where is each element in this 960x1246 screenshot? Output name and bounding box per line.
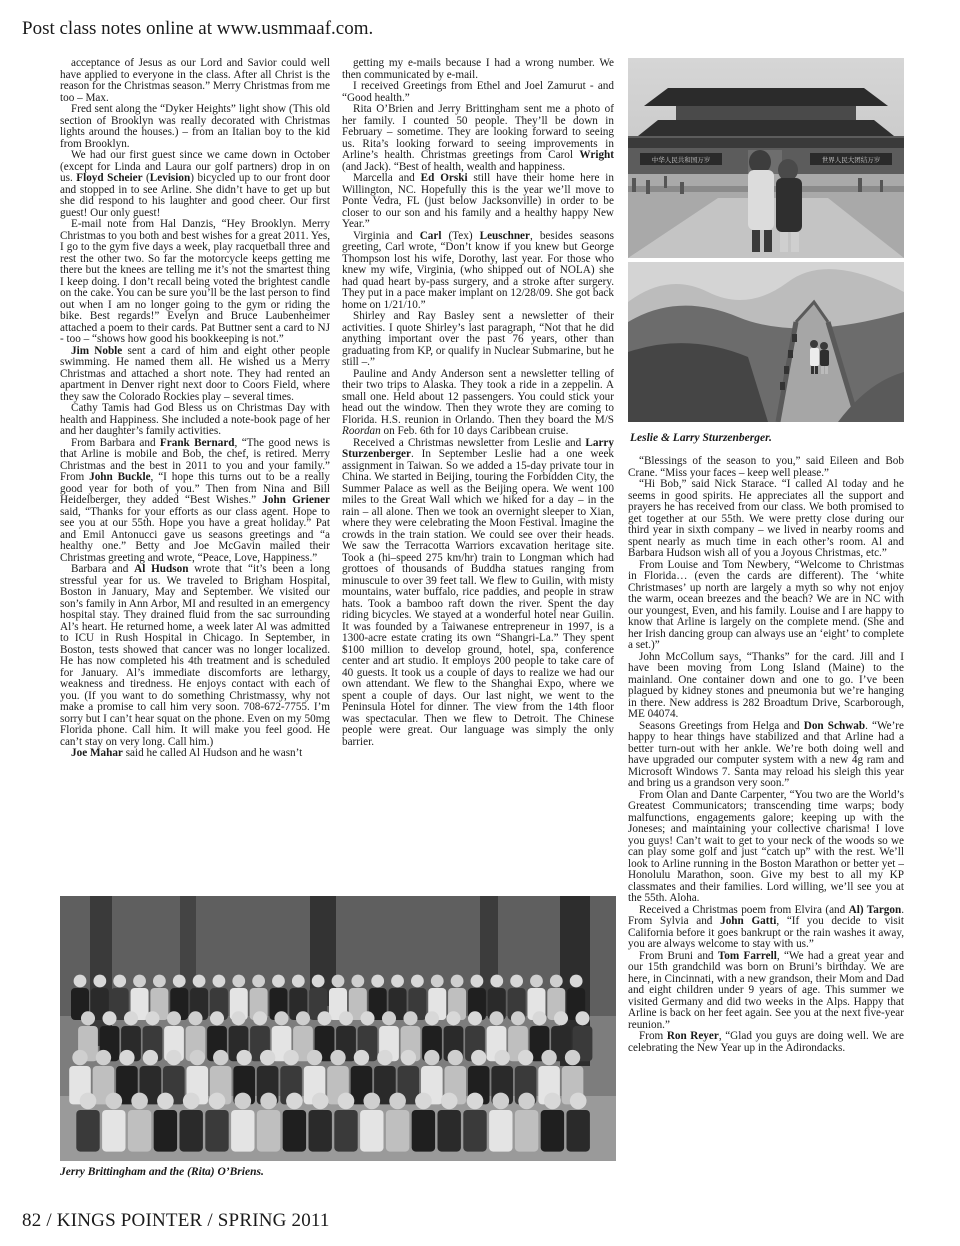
person-head — [570, 1093, 587, 1110]
paragraph — [342, 369, 614, 438]
text-run: ) bicycled up to our front door and stopped in to see Arline. She didn’t have to get up but she did respond to his laughter and good cheer. Our first guest! Our only guest! — [60, 172, 330, 219]
column-2 — [342, 58, 614, 876]
text-run: “Blessings of the season to you,” said Eileen and Bob Crane. “Miss your faces – keep well please.” — [628, 456, 904, 479]
person-head — [389, 1093, 406, 1110]
text-run: , “I hope this turns out to be a really good year for both of you.” Then from Nina and Bill Heidelberger, they added “Best Wishes.” — [60, 471, 330, 506]
person-figure — [231, 1110, 254, 1152]
person-head — [411, 975, 424, 988]
person-figure — [360, 1110, 383, 1152]
paragraph — [60, 346, 330, 404]
text-run: (Tex) — [441, 229, 480, 242]
person-head — [143, 1050, 158, 1065]
text-run: Received a Christmas newsletter from Leslie and — [353, 436, 586, 449]
person-head — [403, 1011, 417, 1025]
paragraph — [342, 173, 614, 231]
person-figure — [386, 1110, 409, 1152]
person-head — [253, 1011, 267, 1025]
column-3 — [628, 456, 904, 1186]
text-run: . From Sylvia and — [628, 903, 904, 927]
person-head — [382, 1011, 396, 1025]
person-head — [360, 1011, 374, 1025]
person-head — [93, 975, 106, 988]
text-run: E-mail note from Hal Danzis, “Hey Brooklyn. Merry Christmas to you both and best wishes for a great 2011. Yes, I go to the gym five days a week, play racquetball three and rest the other two. So far the motorcycle keeps getting me there but the knees are telling me it’s not the smartest thing I keep doing. I don’t recall being voted the brightest candle on the cake. You can be sure you’ll be the last person to find out when I am no longer going to the gym or riding the bike. Best regards!” Evelyn and Bruce Laubenheimer attached a poem to their cards. Pat Buttner sent a card to NJ - too – “shows how good his bookkeeping is not.” — [60, 218, 330, 345]
person-head — [451, 975, 464, 988]
person-head — [81, 1011, 95, 1025]
person-head — [274, 1011, 288, 1025]
person-head — [260, 1093, 277, 1110]
text-run: . In September Leslie had a one week assignment in Taiwan. So we added a 15-day private tour in China. We started in Beijing, touring the Forbidden City, the Summer Palace as well as the Beijing opera. We went 100 miles to the Great Wall which we hiked for a day – in the rain – all alone. Then we took an overnight sleeper to Xian, where they were celebrating the Moon Festival. Imagine the crowds in the train station. We could see over their heads. We saw the Terracotta Warriors excavation heritage site. Took a (hi–speed 275 km/hr) train to Longman which had grottoes of thousands of Buddha statues ranging from minuscule to over 39 feet tall. We flew to Guilin, with misty mountains, water buffalo, rice paddies, and people in straw hats. Took a bamboo raft down the river. Spent the day riding bicycles. We stayed at a wonderful hotel near Guilin. It was founded by a Taiwanese entrepreneur in 1997, is a 1300-acre estate crating its own “Shangri-La.” They spent $100 million to develop ground, hotel, spa, conference center and art studio. It employs 200 people to take care of 40 guests. It took us a couple of days to realize we had our own attendant. We flew to the Shanghai Expo, where we spent a couple of days. Our last night, we went to the Peninsula Hotel for dinner. The view from the 14th floor was spectacular. Then we flew to Detroit. The Chinese people were great. Our language was simply the only barrier. — [342, 448, 614, 748]
paragraph — [60, 150, 330, 219]
photo-tiananmen — [628, 58, 904, 258]
paragraph — [342, 311, 614, 369]
paragraph — [628, 456, 904, 479]
person-figure — [541, 1110, 564, 1152]
text-run: (and Jack). “Best of health, wealth and happiness. — [342, 160, 566, 173]
text-run: From Olan and Dante Carpenter, “You two are the World’s Greatest Communicators; transcending time warps; body malfunctions, engagements galore; keeping up with the Joneses; and maintaining your collective charisma! I love you guys! Can’t wait to get to your neck of the woods so we can play some golf and just “catch up” with the rest. We’ll look to Arline running in the Boston Marathon or better yet – Honolulu Marathon, soon. Give my best to all my KP classmates and their families. Lord willing, we’ll see you at the 55th. Aloha. — [628, 788, 904, 904]
person-head — [183, 1093, 200, 1110]
column-1 — [60, 58, 330, 894]
person-head — [283, 1050, 298, 1065]
photo-family-group — [60, 896, 616, 1161]
person-name: Jim Noble — [71, 344, 123, 357]
person-figure — [128, 1110, 151, 1152]
text-run: Fred sent along the “Dyker Heights” light show (This old section of Brooklyn was really decorated with Christmas lights around the houses.) – from an Italian boy to the kid from Brooklyn. — [60, 103, 330, 150]
text-run: said, “Thanks for your efforts as our class agent. Hope to see you at our 55th. Hope you have a great holiday.” Pat and Emil Antonucci gave us seasons greetings and “a healthy one.” Betty and Joe McGavin mailed their Christmas greeting and wrote, “Peace, Love, Happiness.” — [60, 505, 330, 564]
page-footer: 82 / KINGS POINTER / SPRING 2011 — [22, 1210, 330, 1231]
paragraph — [628, 1031, 904, 1054]
photo-caption-sturzenberger: Leslie & Larry Sturzenberger. — [630, 432, 772, 444]
person-head — [145, 1011, 159, 1025]
person-head — [190, 1050, 205, 1065]
person-head — [471, 975, 484, 988]
person-head — [489, 1011, 503, 1025]
person-head — [213, 975, 226, 988]
paragraph — [342, 438, 614, 749]
text-run: . “We’re happy to hear things have stabilized and that Arline had a better turn-out with her ankle. We’re both doing well and have upgraded our computer system with a new 4g ram and Microsoft Windows 7. Santa may reload his sleigh this year and bring us a grandson very soon.” — [628, 719, 904, 789]
person-head — [296, 1011, 310, 1025]
text-run: still have their home here in Willington, NC. Hopefully this is the year we’ll move to Ponte Vedra, FL (just below Jacksonville) in order to be closer to our son and his family and a healthy happy New Year.” — [342, 172, 614, 230]
person-head — [232, 975, 245, 988]
paragraph — [60, 748, 330, 760]
person-head — [307, 1050, 322, 1065]
text-run: Cathy Tamis had God Bless us on Christmas Day with health and Happiness. She included a note-book page of her and her daughter’s family activities. — [60, 402, 330, 437]
text-run: , “The good news is that Arline is mobile and Bob, the chef, is retired. Merry Christmas and the best in 2011 to you and your family.” From — [60, 436, 330, 483]
paragraph — [342, 81, 614, 104]
person-head — [74, 975, 87, 988]
paragraph — [628, 560, 904, 652]
text-run: Received a Christmas poem from Elvira (and — [639, 903, 849, 916]
person-figure — [180, 1110, 203, 1152]
person-figure — [489, 1110, 512, 1152]
person-head — [237, 1050, 252, 1065]
paragraph — [628, 905, 904, 951]
person-head — [492, 1093, 509, 1110]
person-head — [124, 1011, 138, 1025]
person-head — [424, 1050, 439, 1065]
person-name: John Gatti — [720, 915, 777, 927]
person-head — [80, 1093, 97, 1110]
person-figure — [438, 1110, 461, 1152]
person-figure — [309, 1110, 332, 1152]
person-head — [96, 1050, 111, 1065]
person-head — [119, 1050, 134, 1065]
paragraph — [628, 721, 904, 790]
person-head — [570, 975, 583, 988]
person-figure — [102, 1110, 125, 1152]
gate-sign-left: 中华人民共和国万岁 — [651, 156, 711, 164]
person-head — [312, 1093, 329, 1110]
text-run: Virginia and — [353, 229, 420, 242]
person-name: Joe Mahar — [71, 747, 123, 759]
paragraph — [628, 652, 904, 721]
paragraph — [60, 403, 330, 438]
person-name: Al) Targon — [848, 903, 902, 916]
person-head — [544, 1093, 561, 1110]
text-run: , “We had a great year and our 15th grandchild was born on Bruni’s birthday. We are here, in Cincinnati, with a new grandson, their Mom and Dad and eight children under 9 years of age. This summer we visited Germany and did two weeks in the Alps. Happy that Arline is back on her feet again. See you at the next five-year reunion.” — [628, 949, 904, 1031]
person-head — [330, 1050, 345, 1065]
person-name: Wright — [579, 149, 614, 161]
person-head — [391, 975, 404, 988]
text-run: Barbara and — [71, 563, 135, 575]
person-head — [510, 975, 523, 988]
person-head — [518, 1050, 533, 1065]
person-name: John Griener — [262, 494, 330, 506]
person-head — [351, 975, 364, 988]
person-head — [252, 975, 265, 988]
person-name: Larry Sturzenberger — [342, 436, 614, 460]
photo-great-wall — [628, 262, 904, 422]
text-run: Seasons Greetings from Helga and — [639, 719, 804, 732]
gate-sign-right: 世界人民大团结万岁 — [821, 156, 881, 164]
text-run: , “Glad you guys are doing well. We are celebrating the New Year up in the Adirondacks. — [628, 1030, 904, 1054]
person-name: Al Hudson — [134, 563, 189, 575]
person-name: Ed Orski — [420, 172, 468, 184]
text-run: ( — [142, 172, 150, 184]
person-head — [113, 975, 126, 988]
text-run: Roordan — [342, 425, 381, 437]
text-run: Marcella and — [353, 172, 421, 184]
text-run: getting my e-mails because I had a wrong number. We then communicated by e-mail. — [342, 58, 614, 81]
person-head — [153, 975, 166, 988]
person-head — [532, 1011, 546, 1025]
person-head — [131, 1093, 148, 1110]
text-run: , “If you decide to visit California before it goes bankrupt or the rain washes it away, you are always welcome to stay with us.” — [628, 915, 904, 950]
paragraph — [60, 564, 330, 748]
text-run: “Hi Bob,” said Nick Starace. “I called Al today and he seems in good spirits. He appreciates all the support and prayers he has received from our class. We both promised to get together at our 55th. We were pretty close during our third year in sixth company – we lived in nearby rooms and spent nearly as much time in each other’s room. Al and Barbara Hudson wish all of you a Joyous Christmas, etc.” — [628, 478, 904, 559]
person-head — [354, 1050, 369, 1065]
person-head — [317, 1011, 331, 1025]
person-head — [157, 1093, 174, 1110]
person-head — [167, 1011, 181, 1025]
person-head — [213, 1050, 228, 1065]
text-run: said he called Al Hudson and he wasn’t — [122, 747, 303, 759]
person-name: Frank Bernard — [159, 436, 235, 449]
text-run: From — [639, 1030, 667, 1042]
person-head — [292, 975, 305, 988]
person-head — [173, 975, 186, 988]
person-name: Tom Farrell — [717, 949, 777, 962]
text-run: sent a card of him and eight other people swimming. He named them all. He wished us a Merry Christmas and attached a short note. They had rented an apartment in Denver right next door to Coors Field, where they saw the Colorado Rockies play – several times. — [60, 344, 330, 403]
person-head — [541, 1050, 556, 1065]
text-run: From Bruni and — [639, 949, 718, 962]
person-head — [565, 1050, 580, 1065]
text-run: From Louise and Tom Newbery, “Welcome to Christmas in Florida… (even the cards are different). The ‘white Christmases’ up north are largely a myth so why not enjoy the warm, ocean breezes and the beach? We are in NC with our youngest, Even, and his family. Louise and I are happy to know that Arline is largely on the complete mend. (She and her Irish dancing group can always use an ‘eight’ to complete a set.)” — [628, 558, 904, 651]
person-figure — [515, 1110, 538, 1152]
person-head — [518, 1093, 535, 1110]
person-head — [338, 1093, 355, 1110]
person-name: Floyd Scheier — [76, 172, 143, 184]
person-head — [188, 1011, 202, 1025]
person-head — [105, 1093, 122, 1110]
paragraph — [628, 479, 904, 560]
person-head — [209, 1093, 226, 1110]
paragraph — [60, 219, 330, 346]
person-head — [286, 1093, 303, 1110]
person-head — [431, 975, 444, 988]
paragraph — [60, 438, 330, 565]
person-head — [511, 1011, 525, 1025]
person-name: Don Schwab — [803, 719, 866, 732]
person-head — [448, 1050, 463, 1065]
page-header: Post class notes online at www.usmmaaf.com. — [22, 18, 374, 39]
person-head — [102, 1011, 116, 1025]
text-run: Pauline and Andy Anderson sent a newsletter telling of their two trips to Alaska. They took a ride in a zeppelin. A small one. Held about 12 passengers. You could stick your head out the window. Then they wrote they are coming to Florida. H.S. reunion in Orlando. Then they board the M/S — [342, 367, 614, 426]
person-head — [467, 1093, 484, 1110]
text-run: From Barbara and — [71, 436, 160, 449]
person-figure — [205, 1110, 228, 1152]
text-run: We had our first guest since we came down in October (except for Linda and Laura our golf partners) drop in on us. — [60, 149, 330, 184]
person-head — [550, 975, 563, 988]
person-figure — [154, 1110, 177, 1152]
person-figure — [257, 1110, 280, 1152]
person-name: Leuschner — [479, 229, 530, 242]
person-head — [332, 975, 345, 988]
person-head — [575, 1011, 589, 1025]
text-run: acceptance of Jesus as our Lord and Savior could well have applied to everyone in the class. After all Christ is the reason for the Christmas season.” Merry Christmas from me too – Max. — [60, 58, 330, 104]
paragraph — [628, 951, 904, 1032]
person-head — [339, 1011, 353, 1025]
person-head — [193, 975, 206, 988]
person-figure — [334, 1110, 357, 1152]
person-head — [210, 1011, 224, 1025]
paragraph — [628, 790, 904, 905]
person-head — [133, 975, 146, 988]
paragraph — [342, 104, 614, 173]
person-head — [490, 975, 503, 988]
person-figure — [283, 1110, 306, 1152]
person-head — [471, 1050, 486, 1065]
paragraph — [60, 104, 330, 150]
person-head — [495, 1050, 510, 1065]
person-name: Levision — [149, 172, 191, 184]
photo-caption-brittingham: Jerry Brittingham and the (Rita) O’Briens. — [60, 1166, 264, 1178]
person-head — [312, 975, 325, 988]
text-run: Shirley and Ray Basley sent a newsletter of their activities. I quote Shirley’s last paragraph, “Not that he did anything important over the past 76 years, other than graduating from KP, or qualify in Nuclear Submarine, but he still –.” — [342, 310, 614, 368]
person-head — [446, 1011, 460, 1025]
person-figure — [463, 1110, 486, 1152]
text-run: wrote that “it’s been a long stressful year for us. We traveled to Brigham Hospital, Boston in January, May and September. We visited our son’s family in Ann Arbor, MI and resulted in an emergency hospital stay. They drained fluid from the sac surrounding Al’s heart. He returned home, a week later Al was admitted to ICU in Rush Hospital in Chicago. In September, in Boston, tests showed that cancer was no longer localized. He has now completed his 4th treatment and is scheduled for January. Al’s immediate discomforts are lethargy, weakness and tiredness. He enjoys contact with each of you. (If you want to do something Christmassy, why not make a promise to call him very soon. 708-672-7755. I’m sorry but I can’t hear squat on the phone. Even on my 50mg Florida phone. Call him. It will make you feel good. He can’t stay on very long. Call him.) — [60, 563, 330, 748]
person-head — [441, 1093, 458, 1110]
person-head — [377, 1050, 392, 1065]
text-run: I received Greetings from Ethel and Joel Zamurut - and “Good health.” — [342, 80, 614, 104]
person-head — [468, 1011, 482, 1025]
person-head — [415, 1093, 432, 1110]
person-figure — [412, 1110, 435, 1152]
person-figure — [567, 1110, 590, 1152]
person-head — [554, 1011, 568, 1025]
text-run: John McCollum says, “Thanks” for the card. Jill and I have been moving from Long Island (Maine) to the mainland. One container down and one to go. I’ve been plagued by kidney stones and pneumonia but we’re hanging in there. New address is 282 Broadtum Drive, Scarborough, ME 04074. — [628, 650, 904, 720]
person-head — [530, 975, 543, 988]
person-name: John Buckle — [89, 471, 151, 483]
paragraph — [60, 58, 330, 104]
person-head — [425, 1011, 439, 1025]
person-head — [401, 1050, 416, 1065]
paragraph — [342, 58, 614, 81]
person-name: Carl — [419, 229, 442, 242]
person-name: Ron Reyer — [666, 1030, 719, 1042]
person-head — [363, 1093, 380, 1110]
text-run: , besides seasons greeting, Carl wrote, “Don’t know if you knew but George Thompson lost his wife, Dorothy, last year. For those who knew my wife, Virginia, (who shipped out of NOLA) she had quad heart by-pass surgery, and a stroke after surgery. They put in a pace maker implant on 12/28/09. She got back home on 1/21/10.” — [342, 229, 614, 311]
paragraph — [342, 231, 614, 312]
person-head — [166, 1050, 181, 1065]
person-head — [272, 975, 285, 988]
text-run: on Feb. 6th for 10 days Caribbean cruise. — [380, 425, 569, 437]
person-head — [234, 1093, 251, 1110]
person-head — [260, 1050, 275, 1065]
person-head — [371, 975, 384, 988]
text-run: Rita O’Brien and Jerry Brittingham sent me a photo of her family. I counted 50 people. They’ll be down in February – sometime. They are looking forward to seeing us. Rita’s looking forward to seeing improvements in Arline’s health. Christmas greetings from Carol — [342, 103, 614, 161]
person-head — [72, 1050, 87, 1065]
person-head — [231, 1011, 245, 1025]
person-figure — [76, 1110, 99, 1152]
